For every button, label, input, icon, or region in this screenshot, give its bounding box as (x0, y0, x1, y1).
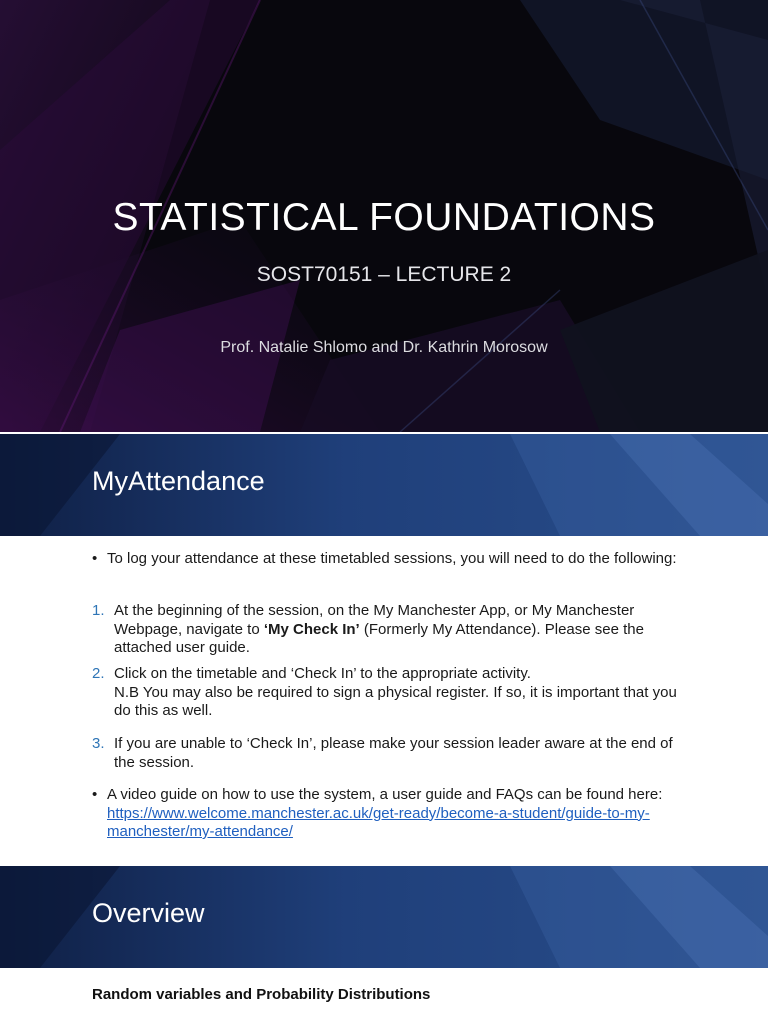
title-slide (0, 0, 768, 432)
header-band (0, 866, 768, 968)
step-2: 2. Click on the timetable and ‘Check In’ to the appropriate activity. N.B You may also be required to sign a physical register. If so, it is important that you do this as well. (92, 665, 677, 719)
bullet-dot-icon: • (92, 550, 98, 567)
header-band (0, 434, 768, 536)
attendance-guide-link[interactable]: https://www.welcome.manchester.ac.uk/get-ready/become-a-student/guide-to-my-manchester/my-attendance/ (107, 804, 650, 840)
slide-title: MyAttendance (92, 466, 265, 496)
slide-content (0, 536, 768, 866)
lecture-subtitle: SOST70151 – LECTURE 2 (256, 263, 512, 286)
bullet-dot-icon: • (92, 786, 98, 803)
myattendance-slide (0, 434, 768, 866)
guide-bullet: • A video guide on how to use the system, a user guide and FAQs can be found here: https://www.welcome.manchester.ac.uk/get-ready/become-a-student/guide-to-my-manchester/my-attendance/ (92, 786, 663, 840)
slide-title: Overview (92, 898, 205, 928)
section-heading: Random variables and Probability Distributions (92, 986, 431, 1003)
intro-bullet: • To log your attendance at these timetabled sessions, you will need to do the following: (92, 550, 677, 567)
step-3: 3. If you are unable to ‘Check In’, please make your session leader aware at the end of the session. (92, 735, 673, 771)
presentation-title: STATISTICAL FOUNDATIONS (112, 196, 656, 239)
authors: Prof. Natalie Shlomo and Dr. Kathrin Morosow (220, 339, 548, 356)
step-1: 1. At the beginning of the session, on the My Manchester App, or My Manchester Webpage, navigate to ‘My Check In’ (Formerly My Attendance). Please see the attached user guide. (92, 602, 644, 656)
overview-slide (0, 866, 768, 1024)
